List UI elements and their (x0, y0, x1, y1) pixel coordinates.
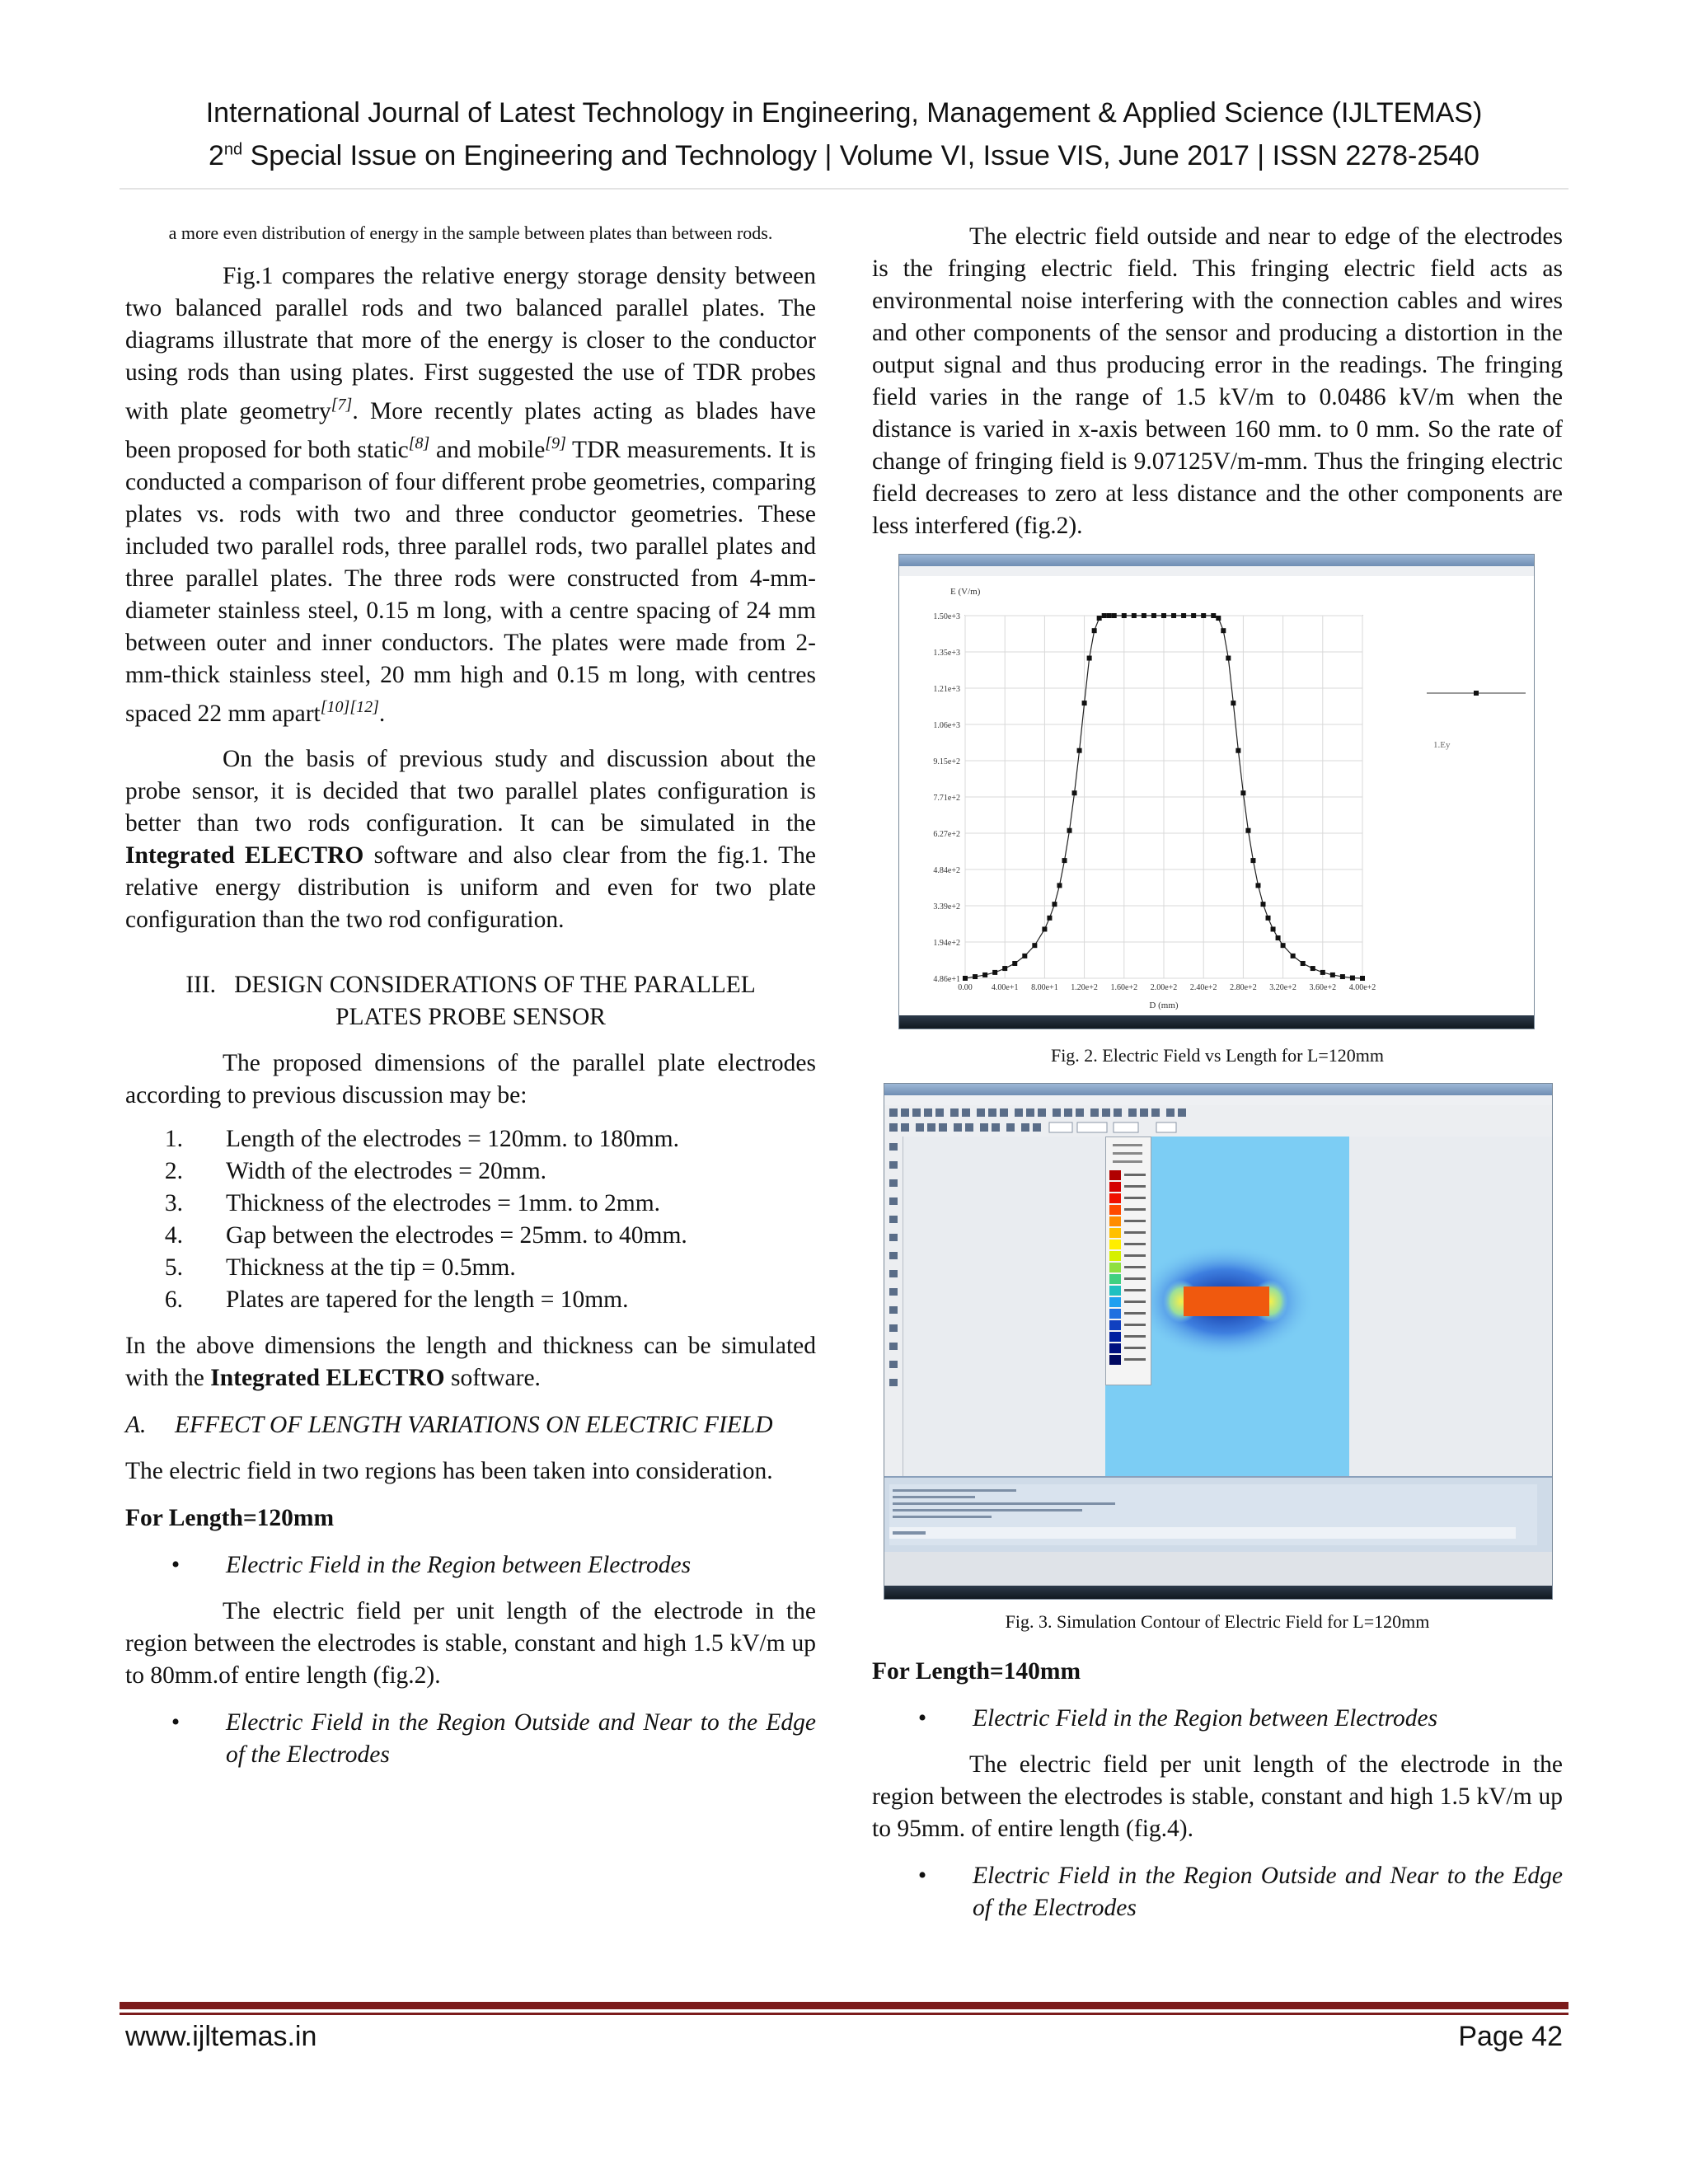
electric-field-chart (899, 576, 1534, 1015)
data-point (1062, 858, 1067, 863)
output-log-panel (884, 1476, 1552, 1552)
data-point (1276, 935, 1281, 940)
data-point (1360, 976, 1365, 981)
paragraph-simulated: In the above dimensions the length and thickness can be simulated with the Integrated ELECTRO software. (125, 1333, 816, 1392)
data-point (1221, 628, 1226, 633)
list-item: 6. Plates are tapered for the length = 10mm. (164, 1286, 629, 1314)
data-point (1340, 974, 1345, 979)
data-point (1142, 613, 1146, 618)
x-tick-label: 2.00e+2 (1150, 983, 1178, 992)
data-point (1216, 616, 1221, 621)
data-point (1330, 972, 1335, 977)
data-point (973, 974, 978, 979)
data-point (1291, 954, 1296, 958)
data-point (1151, 613, 1156, 618)
y-tick-label: 1.06e+3 (933, 721, 960, 730)
y-tick-label: 1.50e+3 (933, 612, 960, 621)
footer-bar (120, 2002, 1568, 2009)
data-point (1082, 701, 1087, 705)
side-toolbar-icons (884, 1137, 903, 1476)
x-tick-label: 0.00 (958, 983, 973, 992)
y-tick-label: 4.86e+1 (933, 975, 960, 984)
data-point (1092, 628, 1097, 633)
electro-contour-window (884, 1083, 1553, 1600)
paragraph-two-regions: The electric field in two regions has been taken into consideration. (125, 1458, 773, 1485)
x-axis-label: D (mm) (1149, 1001, 1179, 1010)
data-point (1201, 613, 1206, 618)
list-item: 2. Width of the electrodes = 20mm. (164, 1158, 547, 1185)
intro-fragment: a more even distribution of energy in the sample between plates than between rods. (168, 223, 773, 243)
plate-region (1184, 1286, 1269, 1316)
data-point (1255, 883, 1260, 888)
figure-3 (872, 1083, 1563, 1601)
citation-8: [8] (408, 434, 430, 452)
data-point (1211, 613, 1216, 618)
legend-marker (1474, 691, 1479, 696)
y-tick-label: 4.84e+2 (933, 866, 960, 875)
data-point (1022, 954, 1027, 958)
y-tick-label: 7.71e+2 (933, 794, 960, 803)
toolbar-icons (884, 1105, 1552, 1137)
data-point (1072, 790, 1077, 795)
citation-10-12: [10][12] (320, 697, 379, 716)
data-point (1052, 902, 1057, 907)
graph-area (899, 576, 1534, 1015)
data-point (1231, 701, 1236, 705)
paragraph-fig1-comparison: Fig.1 compares the relative energy storage density between two balanced parallel rods and two balanced parallel plates. The diagrams illustrate that more of the energy is closer to the conductor using rods than using plates. First suggested the use of TDR probes with plate geometry[7]. More recently plates acting as blades have been proposed for both static[8] and mobile[9] TDR measurements. It is conducted a comparison of four different probe geometries, comparing plates vs. rods with two and three conductor geometries. These included two parallel rods, three parallel rods, two parallel plates and three parallel plates. The three rods were constructed from 4-mm-diameter stainless steel, 0.15 m long, with a centre spacing of 24 mm between outer and inner conductors. The plates were made from 2-mm-thick stainless steel, 20 mm high and 0.15 m long, with centres spaced 22 mm apart[10][12]. (125, 263, 817, 727)
y-tick-label: 1.21e+3 (933, 685, 960, 694)
data-point (1350, 976, 1355, 981)
data-point (1161, 613, 1166, 618)
data-point (1171, 613, 1176, 618)
y-tick-label: 9.15e+2 (933, 757, 960, 766)
x-tick-label: 8.00e+1 (1031, 983, 1058, 992)
data-point (1281, 943, 1286, 948)
section-heading-iii: III. DESIGN CONSIDERATIONS OF THE PARALLEL PLATES PROBE SENSOR (185, 972, 756, 1031)
data-point (1057, 883, 1062, 888)
contour-plot (1105, 1137, 1349, 1476)
windows-taskbar (899, 1015, 1534, 1029)
journal-issue: 2nd Special Issue on Engineering and Technology | Volume VI, Issue VIS, June 2017 | ISSN 2278-2540 (209, 140, 1479, 171)
window-menubar (884, 1095, 1552, 1105)
list-item: 4. Gap between the electrodes = 25mm. to 40mm. (164, 1222, 687, 1249)
dimensions-list (125, 1123, 816, 1316)
journal-title: International Journal of Latest Technology in Engineering, Management & Applied Science (IJLTEMAS) (205, 97, 1483, 129)
data-point (982, 972, 987, 977)
paragraph-previous-study: On the basis of previous study and discussion about the probe sensor, it is decided that two parallel plates configuration is better than two rods configuration. It can be simulated in the Integrated ELECTRO software and also clear from the fig.1. The relative energy distribution is uniform and even for two plate configuration than the two rod configuration. (125, 746, 816, 934)
x-tick-label: 1.60e+2 (1110, 983, 1138, 992)
toolbar (884, 1105, 1552, 1137)
fig3-caption: Fig. 3. Simulation Contour of Electric Field for L=120mm (1005, 1611, 1430, 1632)
data-point (1012, 961, 1017, 966)
data-point (1032, 943, 1037, 948)
bullet-region-outside-140: • Electric Field in the Region Outside and Near to the Edge of the Electrodes (917, 1863, 1563, 1921)
data-point (1087, 656, 1092, 661)
y-tick-label: 1.35e+3 (933, 649, 960, 658)
bullet-region-between: • Electric Field in the Region between Electrodes (171, 1552, 692, 1579)
fig2-caption: Fig. 2. Electric Field vs Length for L=120mm (1050, 1045, 1385, 1066)
data-point (1047, 916, 1052, 921)
data-point (963, 976, 968, 981)
x-tick-label: 2.40e+2 (1189, 983, 1217, 992)
data-point (1245, 828, 1250, 833)
data-point (1266, 916, 1271, 921)
data-point (1102, 613, 1107, 618)
y-tick-label: 3.39e+2 (933, 902, 960, 912)
header-divider (120, 188, 1568, 190)
data-point (1122, 613, 1127, 618)
footer-bar-thin (120, 2013, 1568, 2015)
footer-website: www.ijltemas.in (125, 2021, 317, 2052)
color-legend (1105, 1137, 1151, 1385)
data-point (1097, 616, 1102, 621)
subsection-heading-a: A. EFFECT OF LENGTH VARIATIONS ON ELECTRIC FIELD (125, 1412, 773, 1439)
x-tick-label: 2.80e+2 (1230, 983, 1257, 992)
data-point (1107, 613, 1112, 618)
legend-label: 1.Ey (1433, 740, 1451, 750)
data-point (1191, 613, 1196, 618)
data-point (1236, 748, 1240, 753)
window-titlebar (884, 1084, 1552, 1095)
paragraph-field-between-140: The electric field per unit length of the electrode in the region between the electrodes is stable, constant and high 1.5 kV/m up to 95mm. of entire length (fig.4). (872, 1751, 1563, 1842)
window-menubar (899, 566, 1534, 576)
paragraph-proposed-dimensions: The proposed dimensions of the parallel plate electrodes according to previous discussion may be: (125, 1050, 816, 1109)
data-point (1240, 790, 1245, 795)
length-120-heading: For Length=120mm (125, 1505, 335, 1532)
data-point (1002, 966, 1007, 971)
data-point (1301, 961, 1306, 966)
citation-7: [7] (331, 396, 353, 414)
list-item: 5. Thickness at the tip = 0.5mm. (164, 1254, 516, 1282)
list-item: 1. Length of the electrodes = 120mm. to 180mm. (164, 1126, 679, 1153)
data-point (1320, 970, 1325, 975)
y-axis-label: E (V/m) (950, 587, 981, 597)
data-point (1112, 613, 1117, 618)
data-point (1067, 828, 1072, 833)
windows-taskbar (884, 1586, 1552, 1599)
citation-9: [9] (545, 434, 566, 452)
footer-page-number: Page 42 (1458, 2021, 1563, 2052)
data-point (1042, 926, 1047, 931)
data-point (1132, 613, 1137, 618)
list-item: 3. Thickness of the electrodes = 1mm. to 2mm. (164, 1190, 661, 1217)
data-point (1271, 926, 1276, 931)
window-titlebar (899, 555, 1534, 566)
x-tick-label: 3.60e+2 (1309, 983, 1337, 992)
paragraph-fringing-field: The electric field outside and near to edge of the electrodes is the fringing electric field. This fringing electric field acts as environmental noise interfering with the connection cables and wires and other components of the sensor and producing a distortion in the output signal and thus producing error in the readings. The fringing field varies in the range of 1.5 kV/m to 0.0486 kV/m when the distance is varied in x-axis between 160 mm. to 0 mm. So the rate of change of fringing field is 9.07125V/m-mm. Thus the fringing electric field decreases to zero at less distance and the other components are less interfered (fig.2). (872, 223, 1563, 539)
x-tick-label: 3.20e+2 (1269, 983, 1296, 992)
data-point (992, 970, 997, 975)
data-point (1181, 613, 1186, 618)
data-point (1226, 656, 1231, 661)
length-140-heading: For Length=140mm (872, 1658, 1081, 1685)
data-point (1077, 748, 1082, 753)
y-tick-label: 1.94e+2 (933, 939, 960, 948)
bullet-region-between-140: • Electric Field in the Region between Electrodes (917, 1705, 1438, 1732)
data-point (1250, 858, 1255, 863)
bullet-region-outside: • Electric Field in the Region Outside and Near to the Edge of the Electrodes (171, 1709, 816, 1769)
x-tick-label: 4.00e+2 (1348, 983, 1376, 992)
electro-graph-window (898, 554, 1535, 1029)
paragraph-field-between-120: The electric field per unit length of the electrode in the region between the electrodes is stable, constant and high 1.5 kV/m up to 80mm.of entire length (fig.2). (125, 1598, 816, 1690)
data-point (1311, 966, 1315, 971)
x-tick-label: 4.00e+1 (991, 983, 1019, 992)
color-legend-swatches (1106, 1137, 1151, 1385)
output-log-lines (889, 1484, 1516, 1542)
side-toolbar (884, 1137, 903, 1476)
output-log (889, 1484, 1537, 1545)
y-tick-label: 6.27e+2 (933, 830, 960, 839)
x-tick-label: 1.20e+2 (1071, 983, 1098, 992)
data-point (1261, 902, 1266, 907)
workspace (903, 1137, 1552, 1476)
figure-2 (872, 554, 1563, 1036)
left-column (125, 221, 816, 1771)
right-column (872, 221, 1563, 1924)
